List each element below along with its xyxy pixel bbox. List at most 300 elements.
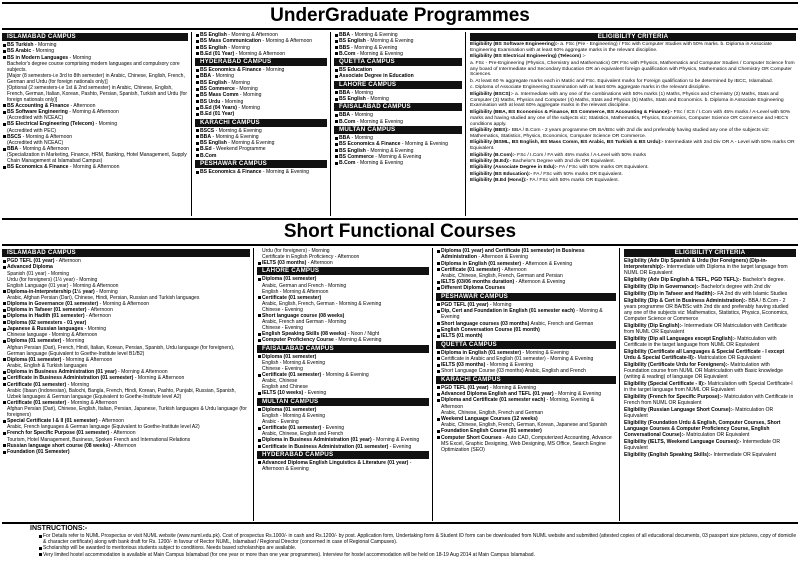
course-name: Japanese & Russian languages	[7, 326, 84, 333]
eligibility-text: Intermediate with 2nd Div OR A - Level with 50% marks OR Equivalent.	[470, 140, 795, 152]
course-timing: - Morning & Evening	[365, 38, 414, 45]
course-name: PGD TEFL (01 year)	[441, 301, 489, 308]
eligibility-text: Intermediate with Diploma in the target language from NUML OR Equivalent	[624, 264, 788, 277]
course-name: Short language courses (03 months)	[441, 320, 530, 327]
bullet-icon	[334, 51, 339, 57]
instruction-text: Very limited hostel accommodation is available at Main Campus Islamabad (for one year or more than one year programmes). Interview for hostel accommodation will be held on 18-19 Aug 2014 at Main Campus Islamabad.	[43, 551, 535, 558]
bullet-icon	[257, 407, 262, 413]
course-timing: - Morning & Evening	[333, 337, 382, 344]
course-timing: - Morning & Afternoon	[21, 133, 73, 140]
course-timing: - Afternoon & Evening	[521, 260, 573, 267]
eligibility-item	[624, 323, 796, 335]
bullet-icon	[38, 552, 43, 558]
course-timing: - Morning	[488, 301, 512, 308]
course-name: BS Mass Comm	[200, 92, 239, 99]
course-timing: - Afternoon	[69, 102, 96, 109]
course-timing: - Morning	[66, 381, 90, 388]
eligibility-label: Eligibility (BS Education):-	[470, 171, 532, 177]
course-timing: - Morning & Afternoon	[68, 164, 120, 171]
course-name: BS Economics & Finance	[339, 141, 401, 148]
course-timing: - Morning & Evening	[261, 169, 310, 176]
course-name: B.Com	[200, 152, 217, 159]
eligibility-item	[470, 172, 796, 178]
campus-header: KARACHI CAMPUS	[436, 376, 616, 384]
course-timing: - Evening	[388, 443, 412, 450]
course-timing: - Morning & Evening	[371, 437, 420, 444]
course-item	[2, 338, 250, 344]
column-divider	[465, 32, 466, 216]
course-name: BS English	[339, 38, 366, 45]
bullet-icon	[436, 308, 441, 314]
bullet-icon	[2, 418, 7, 424]
bullet-icon	[2, 400, 7, 406]
bullet-icon	[257, 444, 262, 450]
course-name: PGD TEFL (01 year)	[441, 384, 489, 391]
eligibility-text: FA / FSc with 50% marks OR Equivalent.	[528, 178, 619, 184]
course-name: Diploma in English (01 semester)	[441, 260, 522, 267]
course-timing: - Afternoon	[84, 313, 111, 320]
course-timing: - Morning & Evening	[373, 153, 422, 160]
course-detail: Arabic, French languages & German language (Equivalent to Goethe-Institute level A2)	[7, 424, 200, 431]
course-name: Certificate (01 semester)	[262, 372, 322, 379]
bullet-icon	[195, 153, 200, 159]
course-name: Foundation (01 Semester)	[7, 449, 70, 456]
course-text	[7, 121, 188, 127]
campus-header: LAHORE CAMPUS	[257, 267, 429, 275]
eligibility-item	[470, 85, 796, 91]
eligibility-label: Eligibility (Certificate all Languages & Special Certificate - I except Urdu & Special Certificate-II):-	[624, 348, 785, 361]
campus-header: ISLAMABAD CAMPUS	[2, 33, 188, 41]
course-timing: - Morning & Evening	[365, 147, 414, 154]
course-item	[334, 51, 462, 57]
short-courses-title: Short Functional Courses	[283, 221, 517, 242]
course-name: Certificate (01 semester)	[7, 381, 67, 388]
course-timing: Certificate in Arabic and English (01 semester) - Morning & Evening	[441, 355, 594, 362]
course-name: Computer Proficiency Course	[262, 337, 334, 344]
course-timing: - Morning & Evening	[214, 127, 262, 134]
course-name: Diploma (01 semester)	[262, 406, 317, 413]
course-timing: - Morning	[261, 67, 285, 74]
course-text	[200, 153, 327, 159]
course-detail: (Accredited with NCEAC)	[7, 115, 64, 122]
course-text	[262, 295, 429, 301]
bullet-icon	[38, 533, 43, 539]
bullet-icon	[436, 267, 441, 273]
course-item	[2, 264, 250, 270]
course-timing: - Morning	[61, 338, 85, 345]
eligibility-item	[624, 420, 796, 438]
ug-column-2	[195, 32, 327, 216]
bullet-icon	[436, 333, 441, 339]
eligibility-item	[470, 178, 796, 184]
course-name: IELTS (10 weeks)	[262, 390, 304, 397]
course-detail: Chinese language - Morning & Afternoon	[7, 332, 98, 339]
course-name: BBS	[339, 44, 350, 51]
course-name: BS English	[339, 147, 366, 154]
course-detail: Urdu (for foreigners) (1½ year) - Morning	[7, 276, 98, 283]
bullet-icon	[2, 326, 7, 332]
bullet-icon	[257, 260, 262, 266]
eligibility-text: b. At least 60 % aggregate marks each in Matric and FSc. Equivalent marks for Foreign qualification to be determined by IBCC, Islamabad.	[470, 78, 773, 84]
eligibility-item	[624, 298, 796, 322]
course-name: English Speaking Skills (08 weeks)	[262, 331, 347, 338]
course-text	[339, 119, 462, 125]
course-timing: - Weekend Programme	[211, 146, 266, 153]
campus-header: PESHAWAR CAMPUS	[436, 293, 616, 301]
instructions-title: INSTRUCTIONS:-	[30, 525, 88, 532]
sf-eligibility-panel	[622, 248, 798, 521]
ug-eligibility-list	[470, 42, 796, 184]
eligibility-item	[470, 61, 796, 79]
bullet-icon	[195, 51, 200, 57]
bullet-icon	[436, 435, 441, 441]
eligibility-label: Eligibility (B.Ed):-	[470, 158, 512, 164]
eligibility-item	[470, 165, 796, 171]
ug-column-3	[334, 32, 462, 216]
course-timing: - Morning & Evening	[349, 44, 398, 51]
course-name: B.Com	[339, 118, 356, 125]
course-name: BBA	[200, 133, 212, 140]
course-item	[2, 164, 188, 170]
eligibility-label: Eligibility (Dip English):-	[624, 322, 683, 329]
eligibility-text: Bachelor's Degree with 2nd div OR Equivalent.	[511, 158, 616, 164]
course-name: BS English	[200, 44, 227, 51]
course-name: Certificate (01 semester)	[262, 294, 322, 301]
course-detail: Spanish (01 year) - Morning	[7, 270, 69, 277]
course-name: Foundation English Course (01 semester)	[441, 428, 542, 435]
course-detail: [Optional (2 semesters-i.e 1st & 2nd semester) in Arabic, Chinese, English, French, German, Italian, Korean, Pashto, Persian, Spanish, Turkish and Urdu (for foreign nationals only)]	[7, 84, 188, 103]
campus-header: QUETTA CAMPUS	[436, 341, 616, 349]
course-name: B.Ed (01 Year)	[200, 111, 235, 118]
course-name: Diploma (01 year) and Certificate (01 semester) in Business Administration	[441, 248, 585, 261]
course-detail: Arabic, English, French, German - Morning & Evening	[262, 300, 382, 307]
course-name: BS Commerce	[200, 86, 235, 93]
course-timing: - Morning & Afternoon	[226, 32, 278, 38]
eligibility-item	[624, 336, 796, 348]
eligibility-label: Eligibility (B.Ed (Hons)):-	[470, 178, 529, 184]
eligibility-text: a. Intermediate with any one of the combinations with 50% marks (1) Maths, Physics and Chemistry (2) Maths, Stats and Computer (3) Maths, Physics and Computer (4) Maths, Stats and Physics (5) Maths, Stats and Economics. b. Diploma in Associate Engineering Examination with at least 60% aggregate marks in the relevant discipline.	[470, 91, 784, 109]
course-item	[436, 308, 616, 321]
bullet-icon	[257, 460, 262, 466]
course-detail: (Specialization in Marketing, Finance, HRM, Banking, Hotel Management, Supply Chain Management at Islamabad Campus)	[7, 152, 187, 165]
bullet-icon	[2, 109, 7, 115]
course-timing: - Morning	[237, 104, 260, 111]
bullet-icon	[257, 295, 262, 301]
course-name: IELTS (03/06 months duration)	[441, 279, 515, 286]
course-timing: - Morning	[220, 98, 244, 105]
course-timing: - Morning & Evening	[488, 384, 537, 391]
course-item	[257, 295, 429, 301]
short-courses-banner	[2, 218, 798, 246]
course-item	[2, 430, 250, 436]
course-name: Dip, Cert and Foundation in English (01 semester each)	[441, 308, 575, 315]
eligibility-label: Eligibility (Special Certificate - II):-	[624, 380, 707, 387]
course-timing: - Morning & Evening	[355, 118, 403, 125]
course-name: BS Accounting & Finance	[7, 102, 70, 109]
undergraduate-title: UnderGraduate Programmes	[270, 5, 530, 26]
course-name: Diploma (02 semesters - 01 year)	[7, 319, 87, 326]
campus-header: MULTAN CAMPUS	[257, 398, 429, 406]
course-text	[441, 435, 616, 454]
course-name: Weekend Language Courses (12 weeks)	[441, 415, 538, 422]
course-item	[2, 382, 250, 388]
course-timing: - Morning & Afternoon	[261, 38, 313, 45]
eligibility-item	[470, 159, 796, 165]
course-detail: (Accredited with PEC)	[7, 127, 56, 134]
eligibility-label: Eligibility (BS Electrical Engineering) (Telecom) :-	[470, 54, 586, 60]
eligibility-text: Matriculation with Special Certificate-I in the target language from NUML OR Equivalent	[624, 380, 793, 394]
course-detail: Certificate in English Proficiency - Afternoon	[262, 254, 360, 260]
course-detail: Arabic, Chinese, English, French, German, Korean, Japanese and Spanish	[441, 422, 608, 429]
eligibility-text: Matriculation with Foundation course from NUML OR Matriculation with Basic knowledge (writing & reading) of language OR Equivalent	[624, 361, 783, 381]
eligibility-text: Matriculation with Certificate in French from NUML OR Equivalent	[624, 393, 794, 407]
course-name: BBA	[339, 112, 351, 119]
course-timing: - Morning, Evening & Afternoon	[441, 397, 595, 410]
course-timing: Short Language Course (03 months) Arabic, English and French	[441, 368, 586, 375]
eligibility-label: Eligibility (BSCS):-	[470, 91, 514, 97]
course-text	[262, 390, 429, 396]
eligibility-text: BBA / B.Com - 2 years programme OR BA/BSc with 2nd div and preferably having studied any one of the subjects viz: Mathematics, Statistics, Physics, Economics, Computer Science OR Commerce.	[470, 127, 770, 139]
eligibility-item	[624, 291, 796, 297]
course-text	[262, 337, 429, 343]
course-name: Computer Short Courses	[441, 434, 502, 441]
eligibility-label: Eligibility (English Speaking Skills):-	[624, 451, 713, 458]
course-name: BS Commerce	[339, 153, 374, 160]
course-detail: Arabic, French and German - Morning	[262, 319, 347, 326]
course-timing: - Morning	[83, 326, 107, 333]
campus-header: MULTAN CAMPUS	[334, 126, 462, 134]
bullet-icon	[2, 289, 7, 295]
instructions-list	[2, 533, 798, 558]
course-name: Diploma-in-Interpretership (1½ year)	[7, 288, 95, 295]
course-detail: Arabic, Chinese, English, French, German and Persian	[441, 273, 563, 280]
course-name: English Conversation Course (01 month)	[441, 326, 540, 333]
course-name: Special Certificate I & II (01 semester)	[7, 418, 98, 425]
course-name: Diploma in Tafseer (01 semester)	[7, 307, 87, 314]
eligibility-item	[624, 407, 796, 419]
course-timing: - Morning	[365, 96, 389, 103]
course-timing: - Afternoon	[500, 266, 527, 273]
course-timing: - Morning & Evening	[553, 391, 602, 398]
eligibility-text: Intermediate OR Equivalent	[712, 451, 777, 458]
course-item	[2, 449, 250, 455]
course-detail: English Language (01 year) - Morning & Afternoon	[7, 282, 119, 289]
course-timing: - Afternoon & Evening	[514, 279, 566, 286]
eligibility-text: FA / FSc with 50% marks OR Equivalent.	[557, 165, 649, 171]
course-name: Russian language short course (08 weeks)	[7, 442, 111, 449]
eligibility-label: Eligibility (Dip in Governance):-	[624, 283, 700, 290]
course-item	[436, 248, 616, 261]
course-name: BS English	[200, 140, 227, 147]
course-text	[200, 51, 327, 57]
eligibility-label: Eligibility (Certificate Urdu for Foreigners):-	[624, 361, 729, 368]
course-name: Diploma in Hadith (01 semester)	[7, 313, 85, 320]
eligibility-label: Eligibility (Russian Language Short Course):-	[624, 406, 734, 413]
course-timing: - Evening	[303, 390, 327, 397]
course-timing: - Morning & Evening	[521, 349, 569, 356]
course-detail: (Accredited with NCEAC)	[7, 140, 64, 147]
course-item	[2, 289, 250, 295]
course-name: IELTS (03 months)	[441, 362, 486, 369]
course-name: BS in Modern Languages	[7, 54, 69, 61]
eligibility-label: Eligibility (Foundation Urdu & English, Computer Courses, Short Language Courses & Computer Proficiency Course, English Conversational Course):-	[624, 419, 781, 439]
course-name: BS Turkish	[7, 42, 34, 48]
course-timing: - Morning & Evening	[441, 308, 603, 321]
bullet-icon	[257, 276, 262, 282]
course-item	[2, 121, 188, 127]
eligibility-label: Eligibility (Dip all Languages except English):-	[624, 335, 736, 342]
course-timing: - Morning & Afternoon	[18, 146, 70, 153]
bullet-icon	[257, 425, 262, 431]
course-text	[441, 308, 616, 321]
course-name: BS Electrical Engineering (Telecom)	[7, 121, 95, 128]
course-timing: - Morning	[33, 42, 57, 48]
course-timing: - Afternoon & Evening	[262, 459, 412, 473]
eligibility-item	[470, 42, 796, 54]
eligibility-text: Intermediate OR Matriculation with Certificate from NUML OR Equivalent	[624, 322, 787, 336]
course-item	[195, 111, 327, 117]
course-timing: - Afternoon & Evening	[476, 254, 528, 261]
bullet-icon	[334, 160, 339, 166]
course-detail: Arabic, German and French - Morning	[262, 282, 347, 289]
course-item	[257, 260, 429, 266]
course-detail: Tourism, Hotel Management, Business, Spoken French and International Relations	[7, 436, 191, 443]
course-timing: - Afternoon	[109, 430, 136, 437]
eligibility-label: Eligibility (BBS):-	[470, 127, 511, 133]
eligibility-item	[470, 54, 796, 60]
course-detail: Arabic, English & Turkish languages	[7, 362, 88, 369]
course-name: Diploma (01 semester)	[262, 353, 317, 360]
course-timing: - Morning & Afternoon	[133, 375, 185, 382]
course-item	[195, 51, 327, 57]
eligibility-item	[624, 381, 796, 393]
course-timing: - Morning	[68, 54, 92, 61]
eligibility-item	[624, 277, 796, 283]
course-timing: - Morning & Afternoon	[61, 356, 113, 363]
campus-header: HYDERABAD CAMPUS	[257, 451, 429, 459]
course-timing: - Morning	[211, 73, 234, 80]
eligibility-item	[624, 439, 796, 451]
eligibility-label: Eligibility (IELTS, Weekend Language Courses):-	[624, 438, 742, 445]
sf-eligibility-header: ELIGIBILITY CRITERIA	[624, 249, 796, 257]
course-timing: - Morning & Evening	[485, 362, 533, 369]
course-item	[436, 285, 616, 291]
course-item	[257, 276, 429, 282]
column-divider	[432, 248, 433, 521]
instructions-section	[2, 522, 798, 566]
bullet-icon	[257, 354, 262, 360]
eligibility-text: FSc / I.Com / FA with 45% marks / A-Level with 50% marks	[515, 152, 647, 158]
course-name: Different Diploma Courses	[441, 285, 506, 292]
course-timing: - Morning	[226, 79, 250, 86]
instruction-text: Scholarship will be awarded to meritorious students subject to conditions. Needs based scholarships are available.	[43, 545, 297, 552]
course-timing: - Morning & Evening	[211, 133, 259, 140]
eligibility-label: Eligibility (Dip & Cert in Business Administration):-	[624, 297, 747, 304]
campus-header: HYDERABAD CAMPUS	[195, 58, 327, 66]
eligibility-item	[470, 128, 796, 140]
eligibility-item	[624, 362, 796, 380]
course-timing: - Afternoon	[54, 258, 81, 264]
course-name: B.Ed	[200, 146, 212, 153]
course-name: BS Economics & Finance	[200, 169, 262, 176]
course-name: Diploma (01 semester)	[7, 338, 62, 345]
column-divider	[619, 248, 620, 521]
bullet-icon	[436, 397, 441, 403]
course-name: French for Specific Purpose (01 semester)	[7, 430, 110, 437]
course-name: B.Ed (04 Years)	[200, 104, 237, 111]
eligibility-label: Eligibility (BBA, BS Economics & Finance, BS Commerce, BS Accounting & Finance):-	[470, 109, 673, 115]
course-timing: - Noon / Night	[346, 331, 380, 338]
eligibility-item	[624, 394, 796, 406]
course-detail: Urdu (for foreigners) - Morning	[262, 248, 330, 254]
course-item	[436, 368, 616, 374]
instruction-item	[2, 533, 798, 545]
course-name: BSCS	[7, 133, 22, 140]
course-item	[257, 460, 429, 473]
bullet-icon	[436, 285, 441, 291]
course-detail: English - Morning & Evening	[262, 360, 326, 367]
course-detail: Chinese - Evening	[262, 306, 303, 313]
course-detail: Arabic, Afghan Persian (Dari), Chinese, Hindi, Persian, Russian and Turkish languages	[7, 294, 200, 301]
eligibility-item	[470, 79, 796, 85]
course-timing: - Morning & Evening	[355, 160, 403, 167]
course-detail: Chinese - Evening	[262, 366, 303, 373]
course-name: BBA	[7, 146, 19, 153]
sf-eligibility-list	[624, 258, 796, 458]
course-detail: Arabic, Chinese, English, French and German	[441, 409, 543, 416]
course-text	[7, 382, 250, 388]
course-timing: - Morning & Afternoon	[98, 300, 150, 307]
course-name: Diploma (01 semester)	[262, 276, 317, 283]
course-text	[262, 444, 429, 450]
course-detail: Afghan Persian (Dari), French, Hindi, Italian, Korean, Persian, Spanish, Urdu language (for foreigners), German language (Equivalent to Goethe-Institute level B1/B2)	[7, 344, 235, 357]
column-divider	[253, 248, 254, 521]
course-text	[7, 289, 250, 295]
bullet-icon	[257, 372, 262, 378]
course-text	[441, 397, 616, 410]
course-item	[436, 435, 616, 454]
course-timing: - Evening	[321, 424, 345, 431]
eligibility-text: a. FSc - Pre-Engineering (Physics, Chemistry and Mathematics) OR FSc with Physics, Mathematics and Computer Studies / Computer Science from any board of Intermediate and Secondary Education OR an equivalent foreign qualification with Physics, Mathematics and Chemistry OR Computer Sciences.	[470, 60, 795, 78]
short-courses-section	[2, 248, 798, 521]
course-text	[441, 333, 616, 339]
course-name: B.Com	[339, 160, 356, 167]
course-detail: Arabic - Evening	[262, 418, 299, 425]
course-text	[262, 460, 429, 473]
eligibility-text: Bachelor's degree with 2nd div	[699, 283, 771, 290]
course-text	[262, 276, 429, 282]
course-timing: - Morning	[94, 121, 118, 128]
course-timing: - Morning	[94, 288, 118, 295]
eligibility-text: Matriculation with Certificate in the target language from NUML OR Equivalent	[624, 335, 777, 348]
course-name: BSCS	[200, 127, 215, 134]
campus-header: KARACHI CAMPUS	[195, 119, 327, 127]
course-name: BBA	[339, 89, 351, 96]
eligibility-item	[470, 153, 796, 159]
course-timing: - Afternoon	[306, 260, 333, 266]
eligibility-text: Matriculation OR Equivalent	[624, 406, 774, 420]
bullet-icon	[436, 416, 441, 422]
bullet-icon	[2, 357, 7, 363]
course-detail: Afghan Persian (Dari), Chinese, English, Italian, Persian, Japanese, Turkish languages & Urdu language (for foreigners)	[7, 406, 247, 419]
course-detail: Arabic, Chinese	[262, 378, 298, 385]
course-detail: English - Morning & Evening	[262, 412, 326, 419]
course-timing: - Morning & Afternoon	[67, 109, 119, 116]
instruction-item	[2, 552, 798, 558]
course-text	[441, 368, 616, 374]
course-timing: - Morning & Afternoon	[66, 399, 118, 406]
sf-column-2	[257, 248, 429, 521]
